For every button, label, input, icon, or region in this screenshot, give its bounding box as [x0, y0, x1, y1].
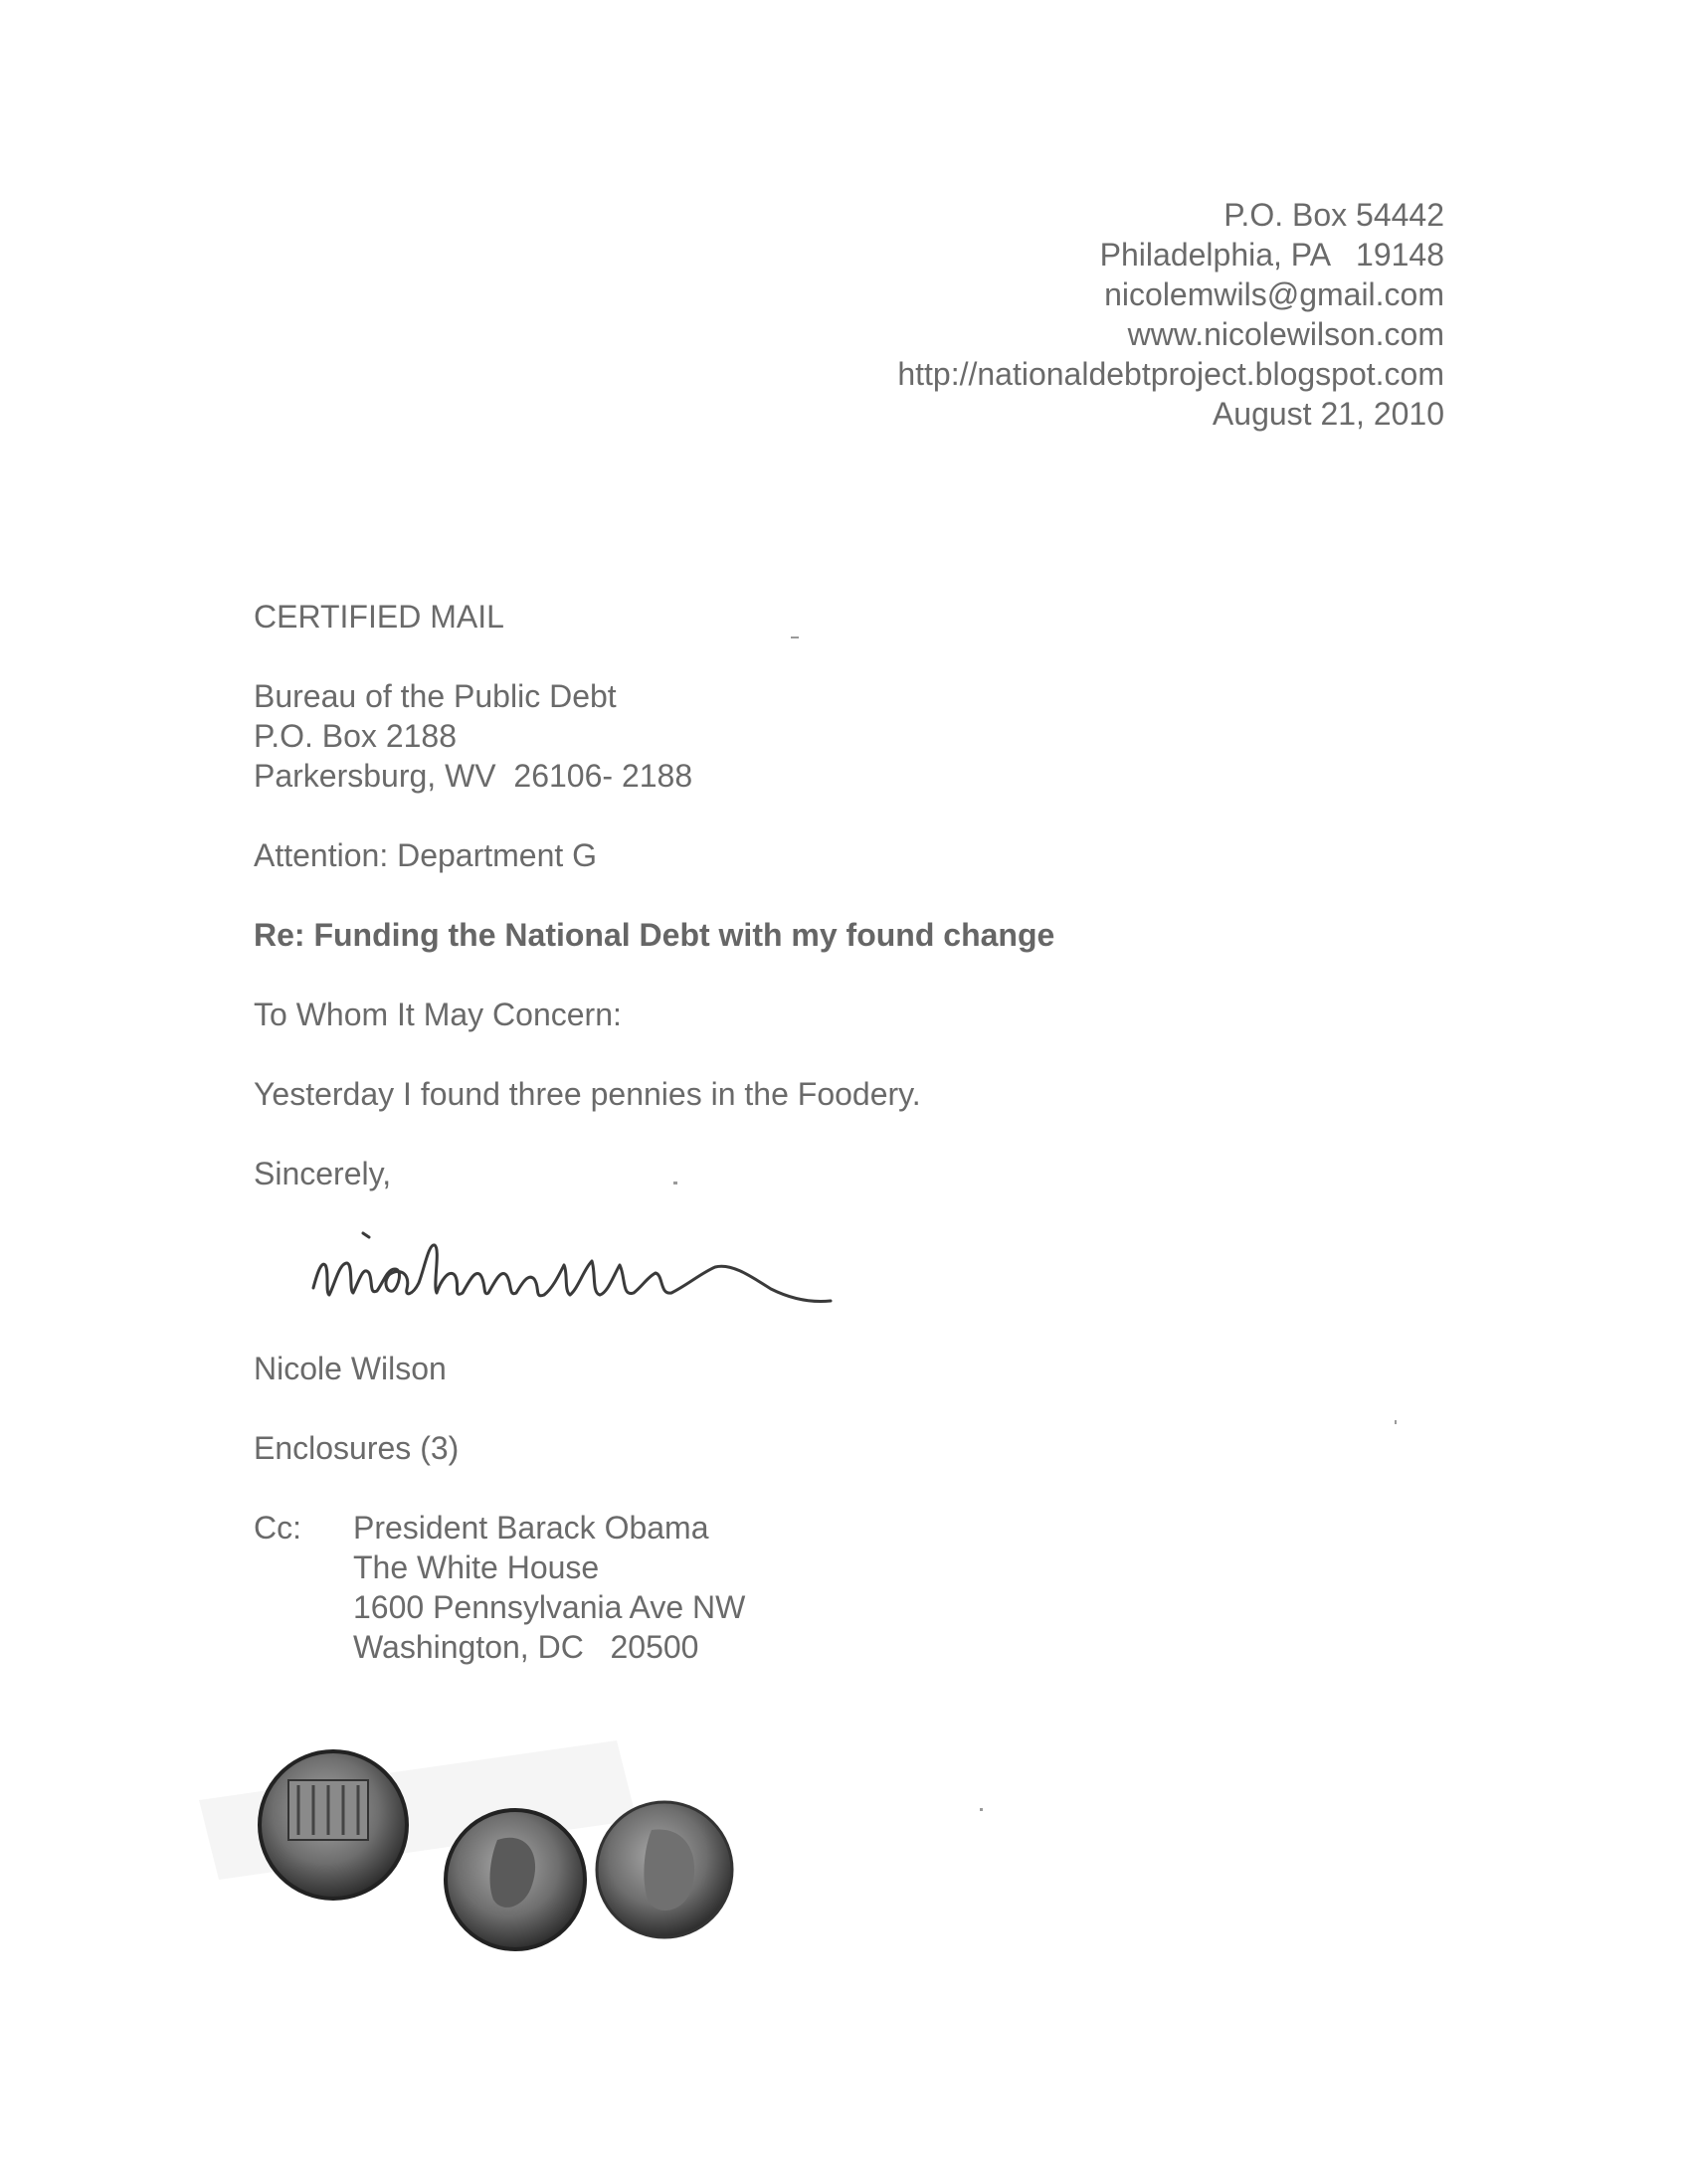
sender-po-box: P.O. Box 54442 [1223, 197, 1444, 233]
enclosures-line: Enclosures (3) [254, 1430, 460, 1466]
closing: Sincerely, [254, 1156, 392, 1191]
scan-speck [1395, 1420, 1397, 1424]
handwritten-signature [303, 1203, 880, 1323]
sender-city-state-zip: Philadelphia, PA 19148 [1099, 237, 1444, 273]
cc-label: Cc: [254, 1510, 301, 1546]
recipient-city-state-zip: Parkersburg, WV 26106- 2188 [254, 758, 693, 794]
cc-name: President Barack Obama [353, 1510, 709, 1546]
cc-address-line-2: 1600 Pennsylvania Ave NW [353, 1589, 746, 1625]
sender-blog-url: http://nationaldebtproject.blogspot.com [897, 356, 1444, 392]
penny-3 [597, 1802, 732, 1937]
scan-speck [791, 637, 799, 638]
delivery-method: CERTIFIED MAIL [254, 599, 504, 635]
enclosed-pennies [199, 1681, 796, 1979]
salutation: To Whom It May Concern: [254, 997, 622, 1032]
recipient-name: Bureau of the Public Debt [254, 678, 617, 714]
cc-address-line-1: The White House [353, 1549, 600, 1585]
letter-body [254, 597, 1447, 1193]
scan-speck [980, 1808, 983, 1811]
sender-email: nicolemwils@gmail.com [1104, 276, 1444, 312]
letter-date: August 21, 2010 [1212, 396, 1444, 432]
penny-2 [446, 1810, 585, 1949]
sender-name: Nicole Wilson [254, 1351, 447, 1386]
cc-address [353, 1508, 950, 1667]
scan-speck [673, 1182, 677, 1184]
penny-1 [260, 1751, 407, 1899]
subject-line: Re: Funding the National Debt with my found change [254, 917, 1055, 953]
sender-address-block [897, 195, 1444, 434]
recipient-po-box: P.O. Box 2188 [254, 718, 457, 754]
body-paragraph: Yesterday I found three pennies in the Foodery. [254, 1076, 921, 1112]
attention-line: Attention: Department G [254, 837, 598, 873]
sender-website: www.nicolewilson.com [1127, 316, 1444, 352]
cc-address-line-3: Washington, DC 20500 [353, 1629, 699, 1665]
